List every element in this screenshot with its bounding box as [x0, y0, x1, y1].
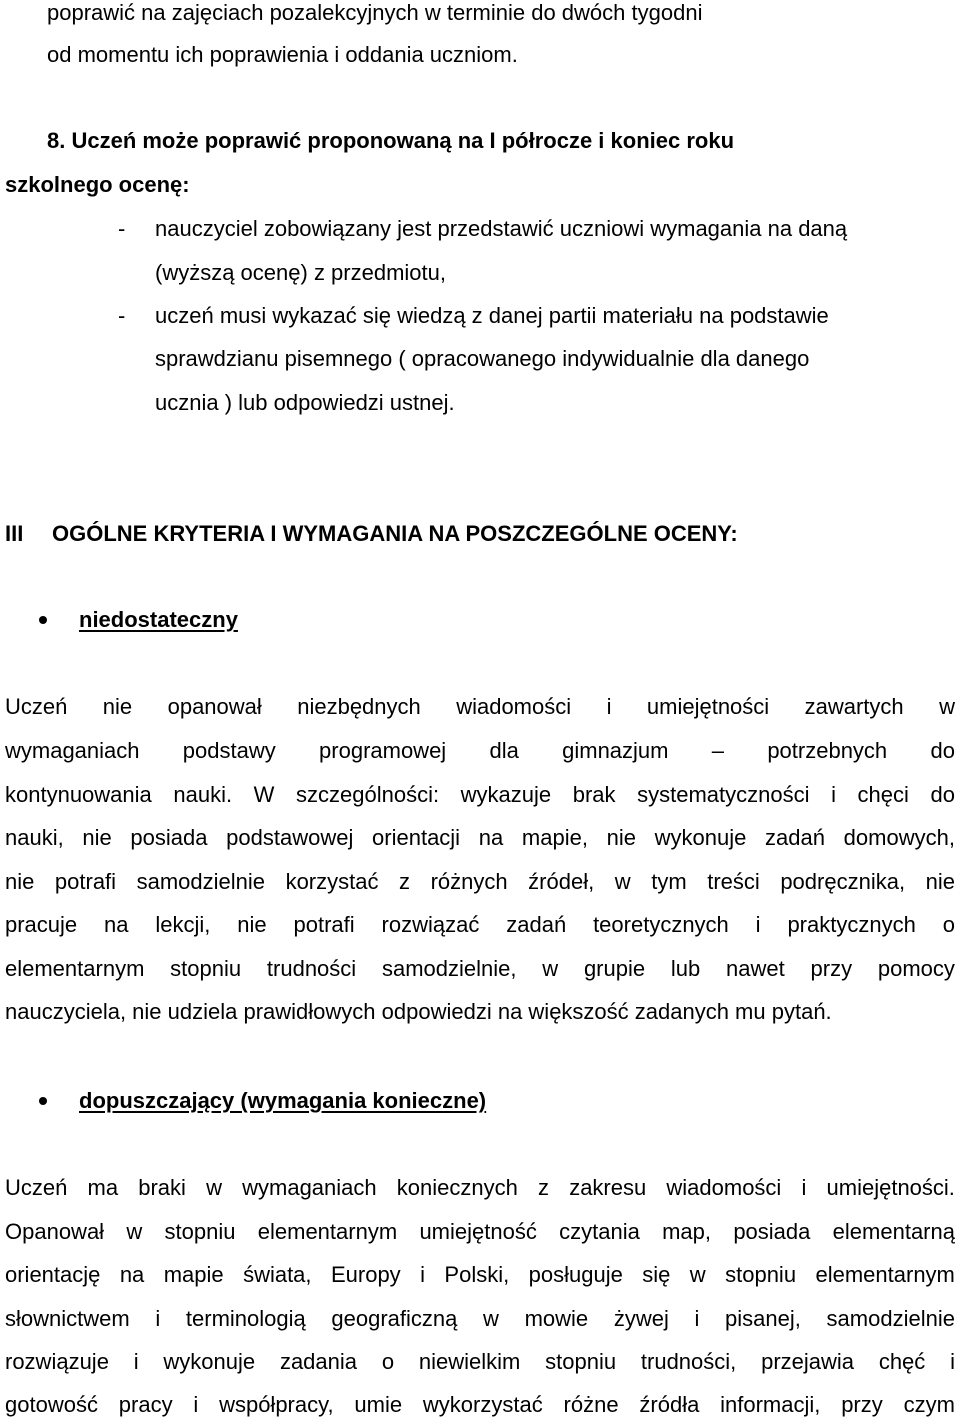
word: systematyczności	[637, 782, 810, 807]
word: rozwiązać	[381, 912, 480, 937]
word: wiadomości	[456, 694, 572, 719]
word: programowej	[319, 738, 447, 763]
word: stopniu	[164, 1219, 236, 1244]
word: Polski,	[444, 1262, 510, 1287]
word: trudności	[266, 956, 357, 981]
word: wykonuje	[654, 825, 747, 850]
word: i	[606, 694, 612, 719]
word: orientację	[5, 1262, 101, 1287]
grade-heading-dopuszczajacy: dopuszczający (wymagania konieczne)	[79, 1088, 487, 1113]
word: zawartych	[804, 694, 904, 719]
word: umiejętność	[419, 1219, 537, 1244]
word: nie	[925, 869, 955, 894]
word: przy	[841, 1392, 883, 1417]
word: opanował	[167, 694, 262, 719]
word: lub	[670, 956, 701, 981]
word: geograficzną	[331, 1306, 458, 1331]
word: kontynuowania	[5, 782, 152, 807]
word: wykorzystać	[422, 1392, 543, 1417]
word: do	[930, 738, 955, 763]
word: na	[478, 825, 504, 850]
paragraph-line	[5, 869, 955, 895]
word: chęć	[878, 1349, 926, 1374]
word: czym	[903, 1392, 955, 1417]
word: chęci	[857, 782, 909, 807]
word: o	[381, 1349, 395, 1374]
word: świata,	[243, 1262, 312, 1287]
word: i	[755, 912, 761, 937]
word: podstawowej	[226, 825, 354, 850]
word: nie	[237, 912, 267, 937]
paragraph-line	[5, 738, 955, 764]
word: braki	[138, 1175, 186, 1200]
bullet-icon	[39, 1097, 47, 1105]
word: źródeł,	[528, 869, 595, 894]
word: stopniu	[170, 956, 242, 981]
word: do	[930, 782, 955, 807]
word: stopniu	[545, 1349, 617, 1374]
word: potrafi	[293, 912, 355, 937]
word: żywej	[613, 1306, 669, 1331]
word: domowych,	[843, 825, 955, 850]
word: posiada	[130, 825, 208, 850]
word: podstawy	[182, 738, 276, 763]
word: teoretycznych	[593, 912, 729, 937]
paragraph-line	[5, 1392, 955, 1418]
word: potrzebnych	[767, 738, 888, 763]
word: i	[950, 1349, 955, 1374]
list-item-2-line-1: uczeń musi wykazać się wiedzą z danej partii materiału na podstawie	[155, 303, 829, 328]
word: korzystać	[285, 869, 379, 894]
grade-heading-niedostateczny: niedostateczny	[79, 607, 238, 632]
paragraph-line	[5, 1262, 955, 1288]
word: zadania	[279, 1349, 358, 1374]
word: i	[831, 782, 836, 807]
word: Opanował	[5, 1219, 105, 1244]
word: nauki,	[5, 825, 64, 850]
word: elementarnym	[5, 956, 145, 981]
word: Uczeń	[5, 694, 68, 719]
point-8-heading-line-1: 8. Uczeń może poprawić proponowaną na I półrocze i koniec roku	[47, 128, 735, 153]
word: praktycznych	[787, 912, 916, 937]
paragraph-line	[5, 825, 955, 851]
word: grupie	[583, 956, 646, 981]
word: rozwiązuje	[5, 1349, 109, 1374]
list-item-1-line-2: (wyższą ocenę) z przedmiotu,	[155, 260, 446, 285]
paragraph-line-last: nauczyciela, nie udziela prawidłowych odpowiedzi na większość zadanych mu pytań.	[5, 999, 832, 1024]
word: samodzielnie,	[381, 956, 517, 981]
word: różne	[563, 1392, 619, 1417]
intro-line-2: od momentu ich poprawienia i oddania uczniom.	[47, 42, 518, 67]
word: brak	[572, 782, 616, 807]
word: elementarną	[832, 1219, 955, 1244]
intro-line-1: poprawić na zajęciach pozalekcyjnych w terminie do dwóch tygodni	[47, 0, 703, 25]
word: pracuje	[5, 912, 78, 937]
word: pracy	[118, 1392, 173, 1417]
word: czytania	[559, 1219, 640, 1244]
section-title: OGÓLNE KRYTERIA I WYMAGANIA NA POSZCZEGÓLNE OCENY:	[52, 521, 738, 546]
word: różnych	[430, 869, 508, 894]
word: potrafi	[54, 869, 117, 894]
word: –	[711, 738, 725, 763]
word: i	[801, 1175, 807, 1200]
word: mapie	[163, 1262, 224, 1287]
word: gotowość	[5, 1392, 98, 1417]
word: w	[206, 1175, 222, 1200]
word: pomocy	[877, 956, 955, 981]
word: nauki.	[173, 782, 233, 807]
word: na	[104, 912, 129, 937]
word: mowie	[524, 1306, 589, 1331]
word: wymaganiach	[242, 1175, 377, 1200]
word: ma	[87, 1175, 119, 1200]
word: posługuje	[528, 1262, 623, 1287]
list-dash: -	[118, 303, 126, 328]
word: dla	[489, 738, 519, 763]
word: elementarnym	[257, 1219, 398, 1244]
word: koniecznych	[396, 1175, 518, 1200]
word: terminologią	[185, 1306, 306, 1331]
word: map,	[662, 1219, 712, 1244]
bullet-icon	[39, 616, 47, 624]
word: samodzielnie	[826, 1306, 955, 1331]
word: zadań	[506, 912, 567, 937]
word: gimnazjum	[562, 738, 669, 763]
paragraph-line	[5, 1306, 955, 1332]
word: nie	[5, 869, 35, 894]
word: współpracy,	[219, 1392, 334, 1417]
word: mapie,	[521, 825, 588, 850]
word: w	[542, 956, 559, 981]
word: źródła	[639, 1392, 700, 1417]
word: umiejętności.	[826, 1175, 955, 1200]
word: i	[133, 1349, 139, 1374]
word: trudności,	[640, 1349, 737, 1374]
word: wykazuje	[460, 782, 552, 807]
word: wykonuje	[163, 1349, 256, 1374]
paragraph-line	[5, 782, 955, 808]
word: niezbędnych	[297, 694, 421, 719]
word: na	[119, 1262, 145, 1287]
word: tym	[651, 869, 687, 894]
list-item-1-line-1: nauczyciel zobowiązany jest przedstawić uczniowi wymagania na daną	[155, 216, 848, 241]
word: nawet	[726, 956, 785, 981]
word: się	[642, 1262, 671, 1287]
word: nie	[82, 825, 112, 850]
word: z	[538, 1175, 550, 1200]
word: informacji,	[720, 1392, 821, 1417]
paragraph-line	[5, 694, 955, 720]
word: W	[253, 782, 275, 807]
word: i	[155, 1306, 161, 1331]
word: w	[126, 1219, 143, 1244]
word: pisanej,	[725, 1306, 801, 1331]
word: słownictwem	[5, 1306, 130, 1331]
word: posiada	[733, 1219, 811, 1244]
word: z	[399, 869, 411, 894]
word: i	[420, 1262, 425, 1287]
word: niewielkim	[418, 1349, 521, 1374]
word: stopniu	[725, 1262, 797, 1287]
section-number: III	[5, 521, 24, 546]
word: Europy	[330, 1262, 401, 1287]
paragraph-line	[5, 912, 955, 938]
paragraph-line	[5, 1175, 955, 1201]
paragraph-line	[5, 1219, 955, 1245]
word: nie	[606, 825, 636, 850]
word: i	[694, 1306, 700, 1331]
word: umie	[354, 1392, 403, 1417]
word: podręcznika,	[780, 869, 906, 894]
word: zadań	[765, 825, 825, 850]
word: lekcji,	[155, 912, 211, 937]
list-item-2-line-3: ucznia ) lub odpowiedzi ustnej.	[155, 390, 455, 415]
word: w	[689, 1262, 706, 1287]
paragraph-line	[5, 1349, 955, 1375]
list-dash: -	[118, 216, 126, 241]
list-item-2-line-2: sprawdzianu pisemnego ( opracowanego indywidualnie dla danego	[155, 346, 810, 371]
word: treści	[707, 869, 760, 894]
word: i	[193, 1392, 199, 1417]
word: szczególności:	[296, 782, 440, 807]
word: wymaganiach	[5, 738, 140, 763]
word: przejawia	[761, 1349, 855, 1374]
word: w	[483, 1306, 499, 1331]
word: w	[614, 869, 631, 894]
paragraph-line	[5, 956, 955, 982]
word: o	[942, 912, 955, 937]
word: umiejętności	[646, 694, 770, 719]
word: zakresu	[569, 1175, 647, 1200]
word: Uczeń	[5, 1175, 68, 1200]
word: nie	[102, 694, 133, 719]
word: elementarnym	[815, 1262, 955, 1287]
word: orientacji	[372, 825, 461, 850]
point-8-heading-line-2: szkolnego ocenę:	[5, 172, 190, 197]
word: samodzielnie	[136, 869, 266, 894]
word: przy	[810, 956, 853, 981]
word: wiadomości	[666, 1175, 782, 1200]
word: w	[939, 694, 955, 719]
